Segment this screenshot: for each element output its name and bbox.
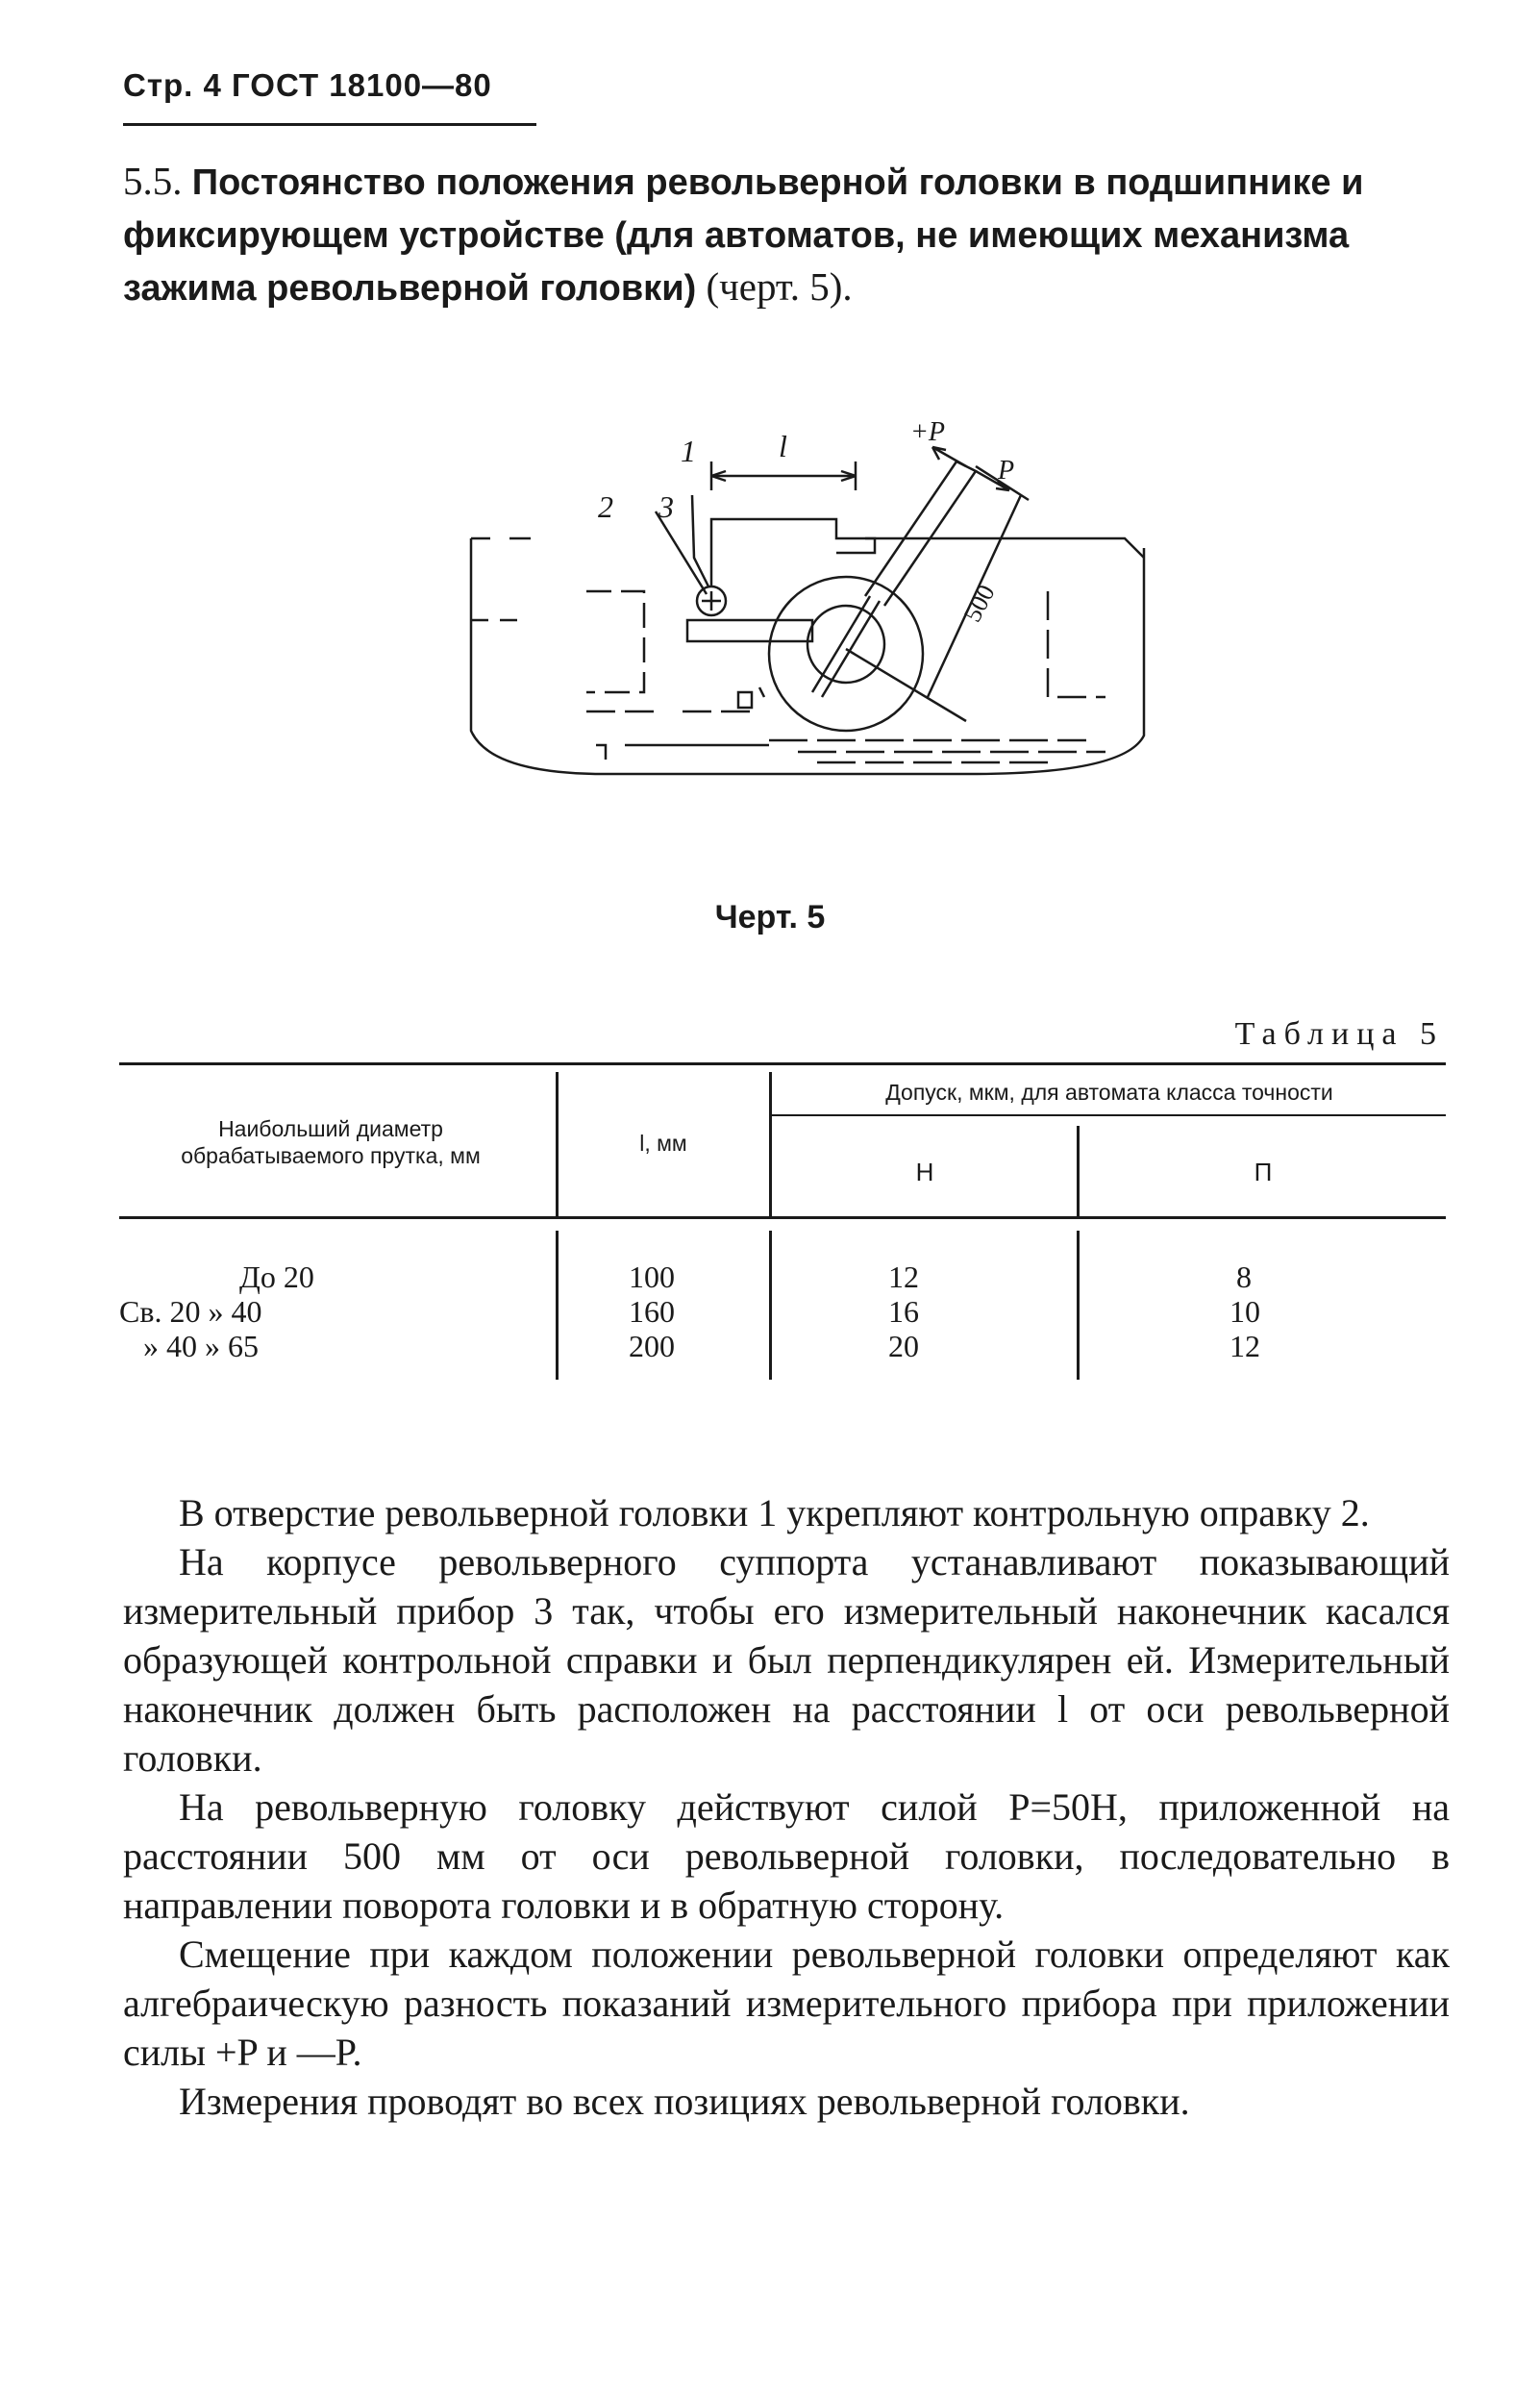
label-p: P — [998, 456, 1015, 486]
col-header-diameter: Наибольший диаметр обрабатываемого прутка, мм — [181, 1116, 481, 1168]
label-1: 1 — [681, 434, 696, 468]
cell-h-1: 12 — [888, 1259, 919, 1294]
cell-p-1: 8 — [1236, 1259, 1252, 1294]
col-divider-2 — [769, 1072, 772, 1216]
col-divider-1 — [556, 1072, 559, 1216]
paragraph-4: Смещение при каждом положении револьверной головки определяют как алгебраическую разность показаний измерительного прибора при приложении силы +P и —P. — [123, 1933, 1450, 2074]
section-title: Постоянство положения револьверной головки в подшипнике и фиксирующем устройстве (для автоматов, не имеющих механизма зажима револьверной головки) — [123, 162, 1364, 309]
col-header-l: l, мм — [639, 1131, 687, 1156]
header-rule — [123, 123, 536, 126]
group-header-rule — [769, 1114, 1446, 1116]
cell-diam-1: До 20 — [239, 1259, 314, 1294]
section-number: 5.5. — [123, 159, 183, 203]
body-text — [123, 1488, 1450, 2126]
paragraph-3: На револьверную головку действуют силой P=50Н, приложенной на расстоянии 500 мм от оси револьверной головки, последовательно в направлении поворота головки и в обратную сторону. — [123, 1785, 1450, 1927]
col-header-p: П — [1254, 1158, 1273, 1186]
cell-diam-2: Св. 20 » 40 — [119, 1294, 262, 1329]
col-divider-3-body — [1077, 1231, 1080, 1380]
label-3: 3 — [658, 489, 674, 524]
cell-h-3: 20 — [888, 1329, 919, 1363]
col-divider-3 — [1077, 1126, 1080, 1216]
cell-p-3: 12 — [1230, 1329, 1260, 1363]
cell-diam-3: » 40 » 65 — [143, 1329, 259, 1363]
cell-p-2: 10 — [1230, 1294, 1260, 1329]
paragraph-2: На корпусе револьверного суппорта устанавливают показывающий измерительный прибор 3 так, чтобы его измерительный наконечник касался образующей контрольной справки и был перпендикулярен ей. Измерительный наконечник должен быть расположен на расстоянии l от оси револьверной головки. — [123, 1540, 1450, 1780]
col-divider-1-body — [556, 1231, 559, 1380]
table-title: Таблица 5 — [1234, 1016, 1444, 1052]
cell-l-3: 200 — [629, 1329, 675, 1363]
cell-h-2: 16 — [888, 1294, 919, 1329]
figure-caption: Черт. 5 — [714, 899, 826, 935]
table-top-rule — [119, 1062, 1446, 1065]
paragraph-5: Измерения проводят во всех позициях револьверной головки. — [179, 2080, 1190, 2123]
label-plus-p: +P — [910, 417, 945, 447]
header-bottom-rule — [119, 1216, 1446, 1219]
figure-5-drawing — [433, 404, 1182, 808]
col-divider-2-body — [769, 1231, 772, 1380]
label-l: l — [779, 429, 787, 463]
label-2: 2 — [598, 489, 613, 524]
table-5 — [119, 1062, 1446, 1389]
section-heading — [123, 156, 1450, 314]
page-header: Стр. 4 ГОСТ 18100—80 — [123, 67, 492, 103]
col-header-h: Н — [915, 1158, 934, 1186]
cell-l-2: 160 — [629, 1294, 675, 1329]
section-reference: (черт. 5). — [696, 264, 853, 309]
label-500: 500 — [957, 580, 1001, 627]
group-header-tolerance: Допуск, мкм, для автомата класса точности — [885, 1080, 1333, 1105]
cell-l-1: 100 — [629, 1259, 675, 1294]
paragraph-1: В отверстие револьверной головки 1 укрепляют контрольную оправку 2. — [179, 1491, 1370, 1534]
